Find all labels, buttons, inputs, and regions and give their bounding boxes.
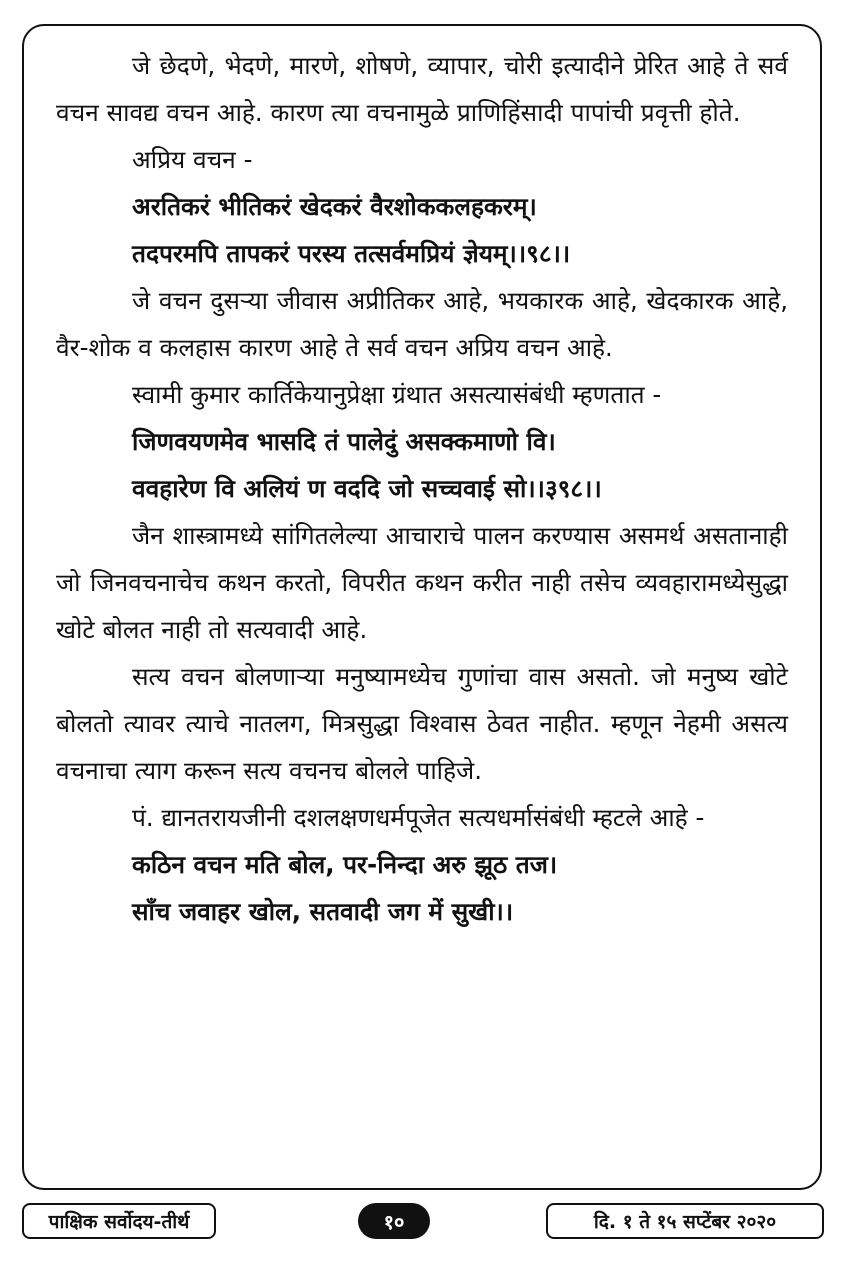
verse-1-line-1: अरतिकरं भीतिकरं खेदकरं वैरशोककलहकरम्। — [132, 192, 537, 221]
footer-page-number: १० — [358, 1203, 430, 1239]
heading-apriya-vachan: अप्रिय वचन - — [132, 145, 253, 174]
verse-3-line-2: साँच जवाहर खोल, सतवादी जग में सुखी।। — [132, 897, 514, 926]
paragraph-savadya: जे छेदणे, भेदणे, मारणे, शोषणे, व्यापार, चोरी इत्यादीने प्रेरित आहे ते सर्व वचन सावद्य वचन आहे. कारण त्या वचनामुळे प्राणिहिंसादी पापांची प्रवृत्ती होते. — [56, 51, 788, 127]
paragraph-kartikeya-intro: स्वामी कुमार कार्तिकेयानुप्रेक्षा ग्रंथात असत्यासंबंधी म्हणतात - — [132, 380, 662, 409]
verse-1-line-2: तदपरमपि तापकरं परस्य तत्सर्वमप्रियं ज्ञेयम्।।९८।। — [132, 239, 571, 268]
footer-date-range: दि. १ ते १५ सप्टेंबर २०२० — [546, 1203, 824, 1239]
paragraph-dyanatray-intro: पं. द्यानतरायजीनी दशलक्षणधर्मपूजेत सत्यधर्मासंबंधी म्हटले आहे - — [132, 803, 705, 832]
paragraph-apriya-meaning: जे वचन दुसऱ्या जीवास अप्रीतिकर आहे, भयकारक आहे, खेदकारक आहे, वैर-शोक व कलहास कारण आहे ते सर्व वचन अप्रिय वचन आहे. — [56, 286, 788, 362]
footer-publication-name: पाक्षिक सर्वोदय-तीर्थ — [22, 1203, 216, 1239]
paragraph-satyavadi: जैन शास्त्रामध्ये सांगितलेल्या आचाराचे पालन करण्यास असमर्थ असतानाही जो जिनवचनाचेच कथन करतो, विपरीत कथन करीत नाही तसेच व्यवहारामध्येसुद्धा खोटे बोलत नाही तो सत्यवादी आहे. — [56, 521, 788, 644]
page-content — [22, 24, 822, 1190]
paragraph-satya-vachan: सत्य वचन बोलणाऱ्या मनुष्यामध्येच गुणांचा वास असतो. जो मनुष्य खोटे बोलतो त्यावर त्याचे नातलग, मित्रसुद्धा विश्वास ठेवत नाहीत. म्हणून नेहमी असत्य वचनाचा त्याग करून सत्य वचनच बोलले पाहिजे. — [56, 662, 788, 785]
verse-2-line-1: जिणवयणमेव भासदि तं पालेदुं असक्कमाणो वि। — [132, 427, 556, 456]
verse-3-line-1: कठिन वचन मति बोल, पर-निन्दा अरु झूठ तज। — [132, 850, 558, 879]
verse-2-line-2: ववहारेण वि अलियं ण वददि जो सच्चवाई सो।।३९८।। — [132, 474, 602, 503]
